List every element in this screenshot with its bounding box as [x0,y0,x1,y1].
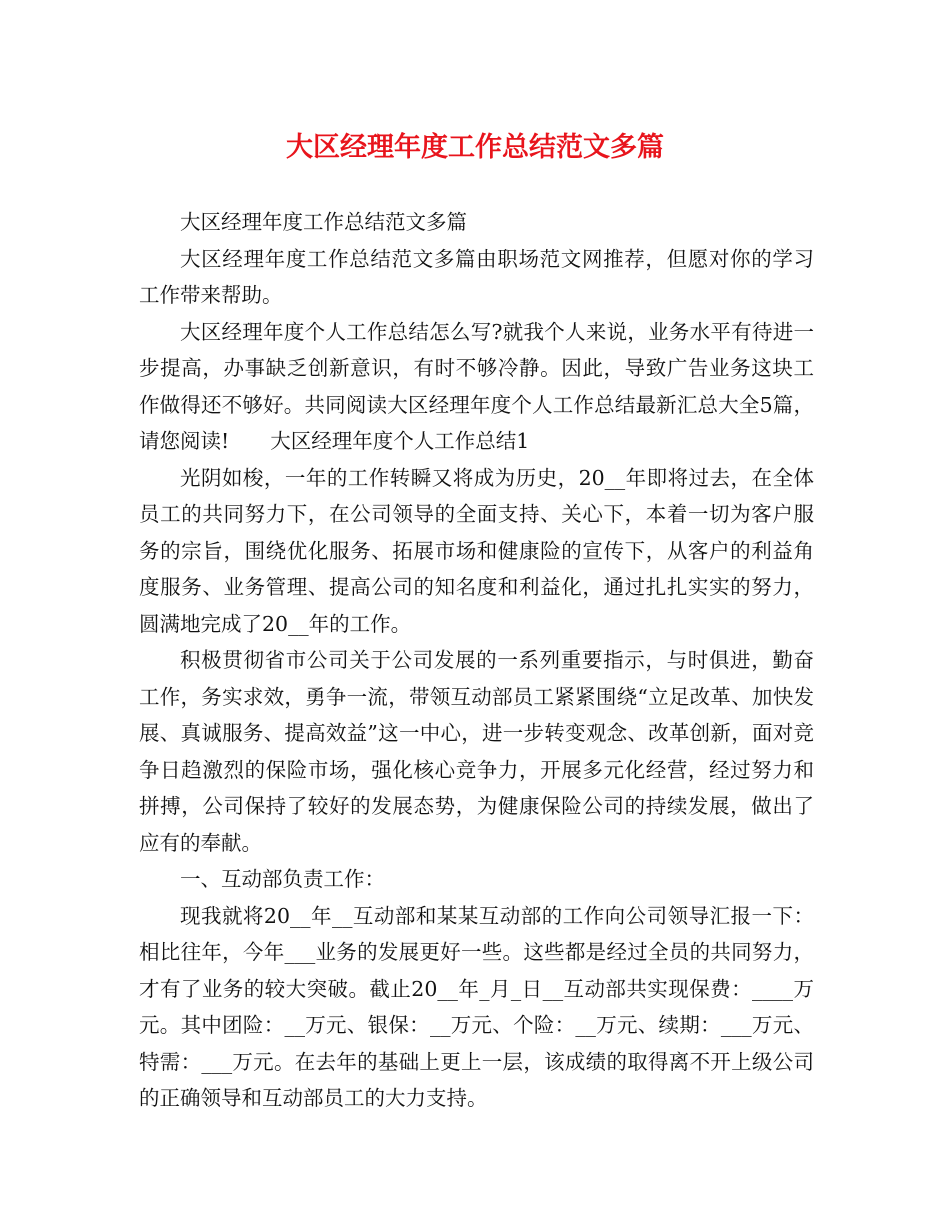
section-heading: 一、互动部负责工作： [180,867,385,891]
paragraph-subtitle: 大区经理年度工作总结范文多篇 [180,210,467,234]
paragraph-report: 现我就将20__年__互动部和某某互动部的工作向公司领导汇报一下：相比往年，今年___业务的发展更好一些。这些都是经过全员的共同努力，才有了业务的较大突破。截止20__年_月_日__互动部共实现保费：____万元。其中团险：__万元、银保：__万元、个险：__万元、续期：___万元、特需：___万元。在去年的基础上更上一层，该成绩的取得离不开上级公司的正确领导和互动部员工的大力支持。 [139,903,814,1110]
document-body [139,204,814,1117]
paragraph-development: 积极贯彻省市公司关于公司发展的一系列重要指示，与时俱进，勤奋工作，务实求效，勇争一流，带领互动部员工紧紧围绕“立足改革、加快发展、真诚服务、提高效益”这一中心，进一步转变观念、改革创新，面对竞争日趋激烈的保险市场，强化核心竞争力，开展多元化经营，经过努力和拼搏，公司保持了较好的发展态势，为健康保险公司的持续发展，做出了应有的奉献。 [139,648,814,855]
paragraph-intro: 大区经理年度工作总结范文多篇由职场范文网推荐，但愿对你的学习工作带来帮助。 [139,246,814,307]
paragraph-overview: 大区经理年度个人工作总结怎么写?就我个人来说，业务水平有待进一步提高，办事缺乏创新意识，有时不够冷静。因此，导致广告业务这块工作做得还不够好。共同阅读大区经理年度个人工作总结最新汇总大全5篇，请您阅读! 大区经理年度个人工作总结1 [139,319,814,453]
paragraph-year-review: 光阴如梭，一年的工作转瞬又将成为历史，20__年即将过去，在全体员工的共同努力下，在公司领导的全面支持、关心下，本着一切为客户服务的宗旨，围绕优化服务、拓展市场和健康险的宣传下，从客户的利益角度服务、业务管理、提高公司的知名度和利益化，通过扎扎实实的努力，圆满地完成了20__年的工作。 [139,465,814,636]
document-title: 大区经理年度工作总结范文多篇 [286,132,664,163]
